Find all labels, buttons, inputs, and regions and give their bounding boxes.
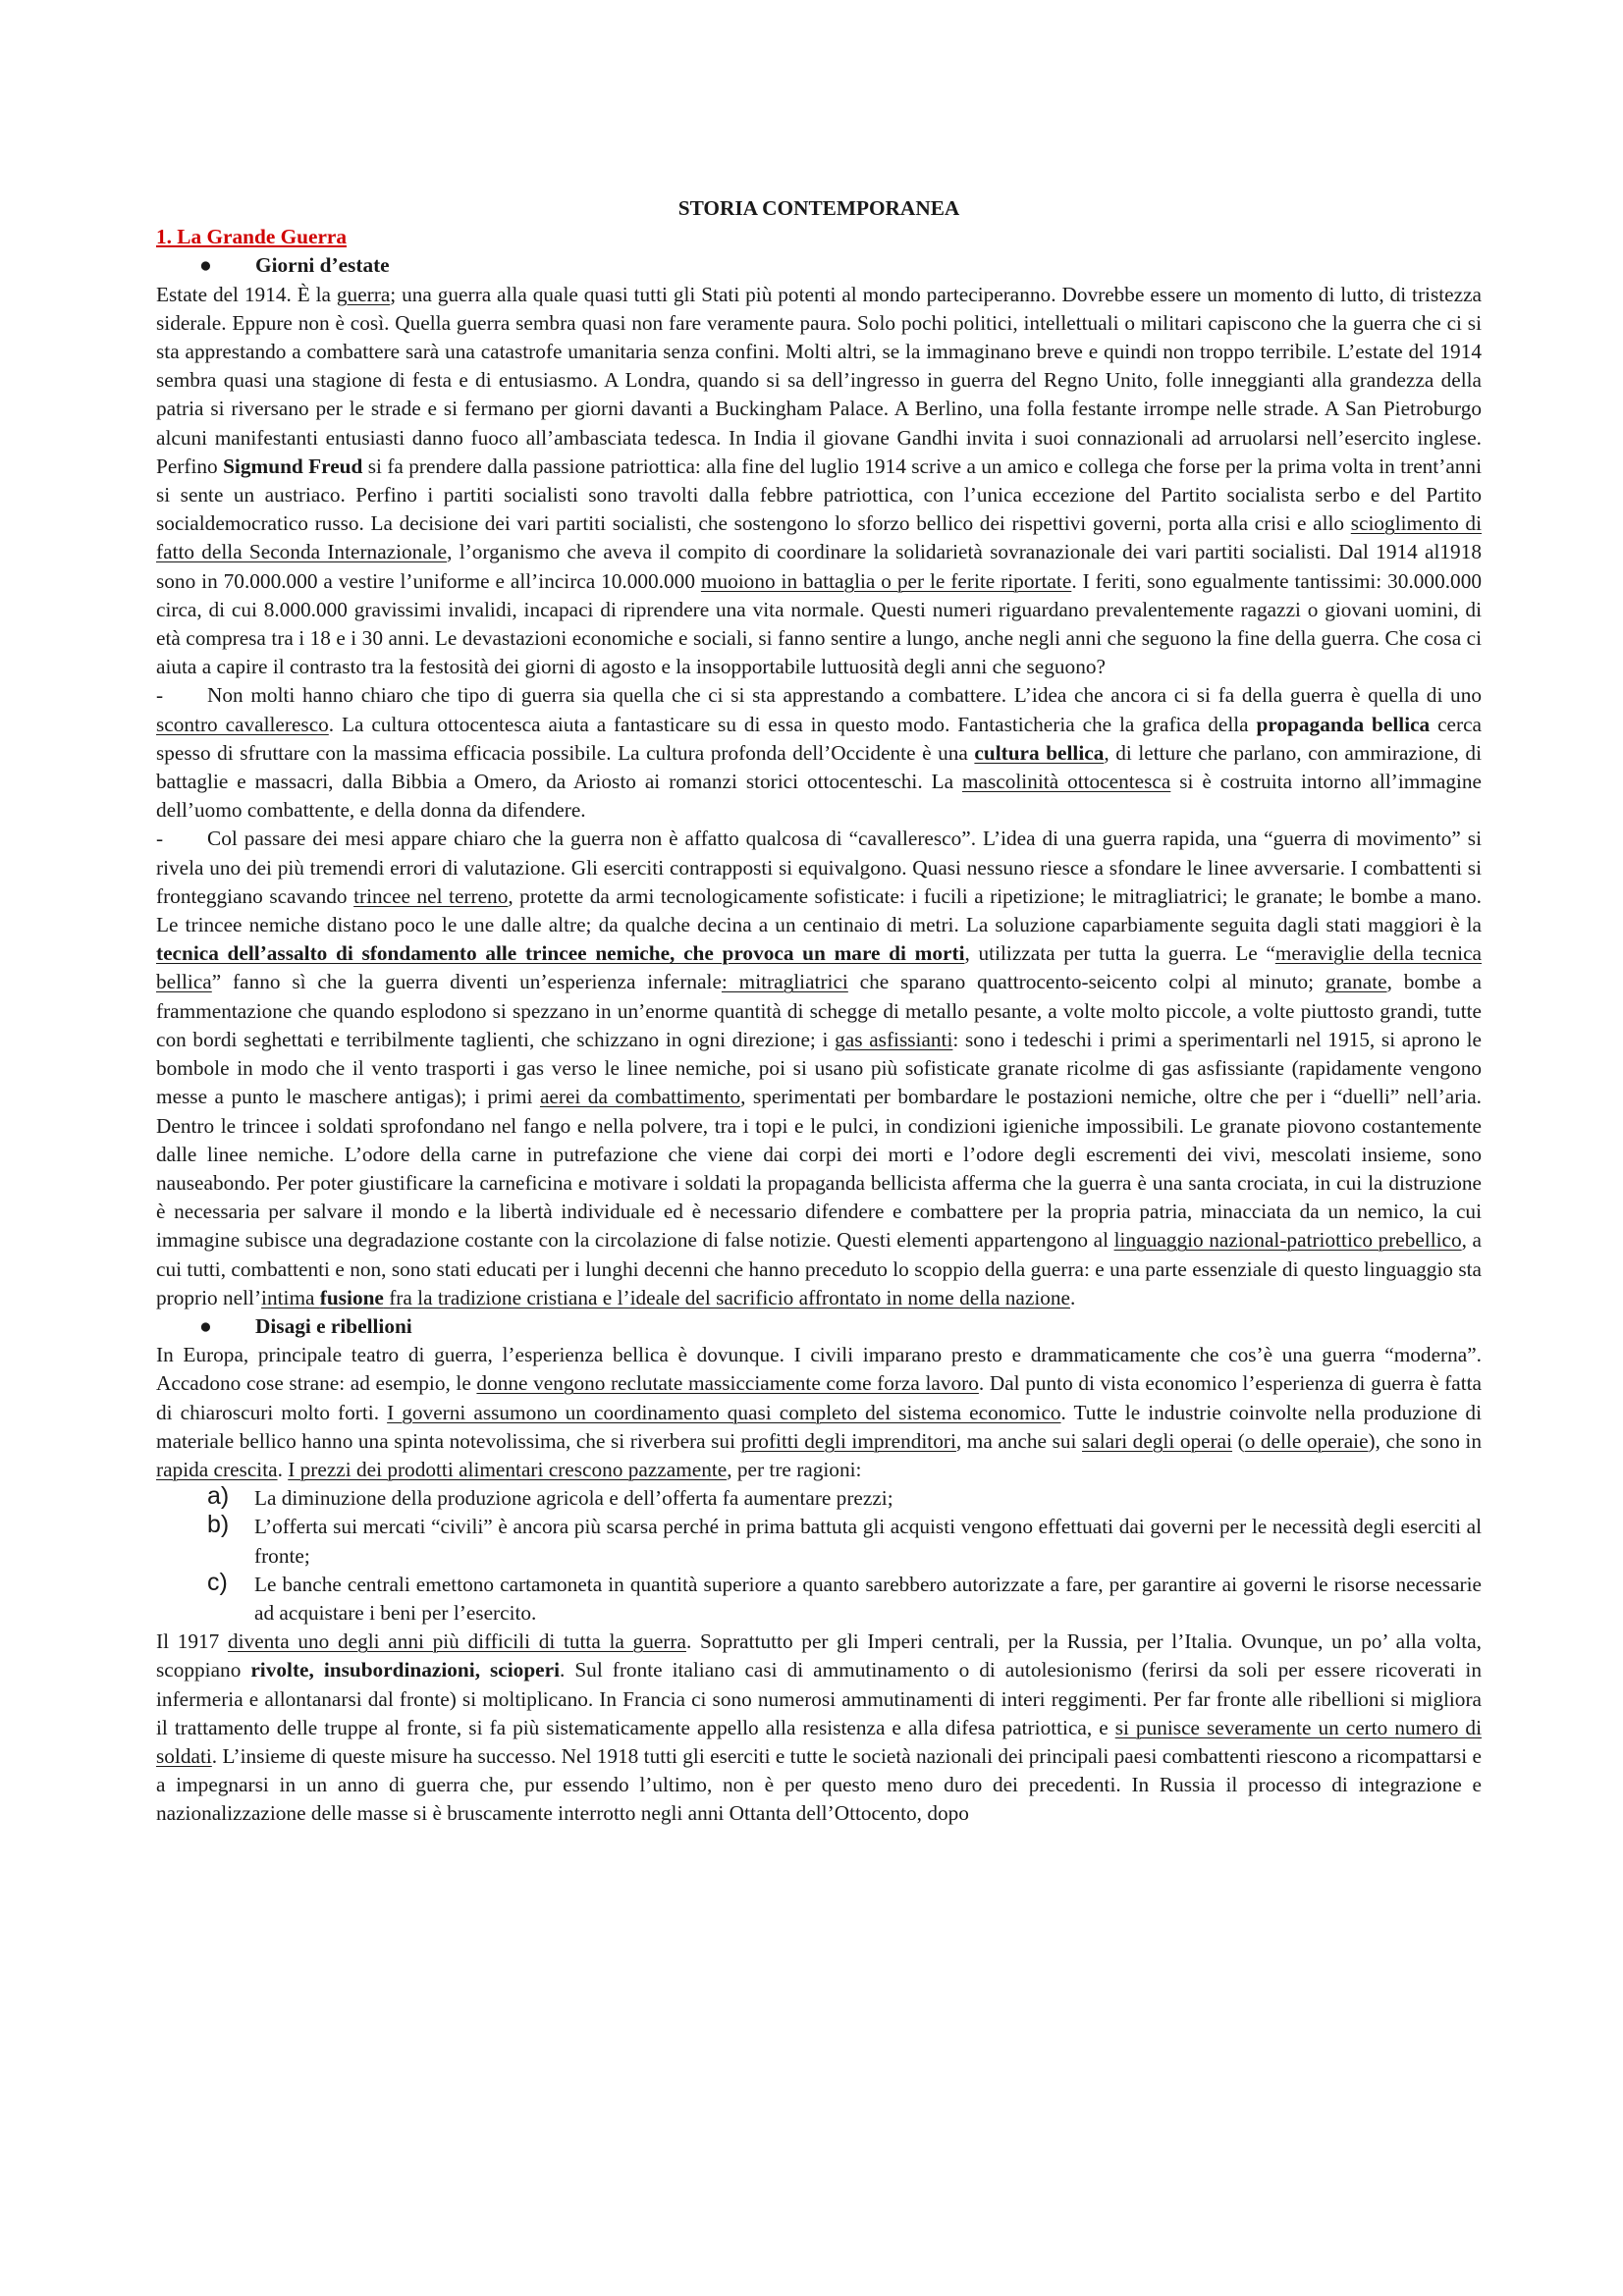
dash-paragraph: - Col passare dei mesi appare chiaro che la guerra non è affatto qualcosa di “cavalleresco”. L’idea di una guerra rapida, una “guerra di movimento” si rivela uno dei più tremendi errori di valutazione. Gli eserciti contrapposti si equivalgono. Quasi nessuno riesce a sfondare le linee avversarie. I combattenti si fronteggiano scavando trincee nel terreno, protette da armi tecnologicamente sofisticate: i fucili a ripetizione; le mitragliatrici; le granate; le bombe a mano. Le trincee nemiche distano poco le une dalle altre; da qualche decina a un centinaio di metri. La soluzione caparbiamente seguita dagli stati maggiori è la tecnica dell’assalto di sfondamento alle trincee nemiche, che provoca un mare di morti, utilizzata per tutta la guerra. Le “meraviglie della tecnica bellica” fanno sì che la guerra diventi un’esperienza infernale: mitragliatrici che sparano quattrocento-seicento colpi al minuto; granate, bombe a frammentazione che quando esplodono si spezzano in un’enorme quantità di schegge di metallo pesante, a volte molto piccole, a volte piuttosto grandi, tutte con bordi seghettati e terribilmente taglienti, che schizzano in ogni direzione; i gas asfissianti: sono i tedeschi i primi a sperimentarli nel 1915, si aprono le bombole in modo che il vento trasporti i gas verso le linee nemiche, poi si usano più sofisticate granate ricolme di gas asfissiante (rapidamente vengono messe a punto le maschere antigas); i primi aerei da combattimento, sperimentati per bombardare le postazioni nemiche, oltre che per i “duelli” nell’aria. Dentro le trincee i soldati sprofondano nel fango e nella polvere, tra i topi e le pulci, in condizioni igieniche impossibili. Le granate piovono costantemente dalle linee nemiche. L’odore della carne in putrefazione che viene dai corpi dei morti e l’odore degli escrementi dei vivi, mescolati insieme, sono nauseabondo. Per poter giustificare la carneficina e motivare i soldati la propaganda bellicista afferma che la guerra è una santa crociata, in cui la distruzione è necessaria per salvare il mondo e la libertà individuale ed è necessario difendere e combattere per la propria patria, minacciata da un nemico, la cui immagine subisce una degradazione costante con la circolazione di false notizie. Questi elementi appartengono al linguaggio nazional-patriottico prebellico, a cui tutti, combattenti e non, sono stati educati per i lunghi decenni che hanno preceduto lo scoppio della guerra: e una parte essenziale di questo linguaggio sta proprio nell’intima fusione fra la tradizione cristiana e l’ideale del sacrificio affrontato in nome della nazione.: [156, 827, 1483, 1309]
dash-paragraph: - Non molti hanno chiaro che tipo di guerra sia quella che ci si sta apprestando a combattere. L’idea che ancora ci si fa della guerra è quella di uno scontro cavalleresco. La cultura ottocentesca aiuta a fantasticare su di essa in questo modo. Fantasticheria che la grafica della propaganda bellica cerca spesso di sfruttare con la massima efficacia possibile. La cultura profonda dell’Occidente è una cultura bellica, di letture che parlano, con ammirazione, di battaglie e massacri, dalla Bibbia a Omero, da Ariosto ai romanzi storici ottocenteschi. La mascolinità ottocentesca si è costruita intorno all’immagine dell’uomo combattente, e della donna da difendere.: [156, 683, 1483, 823]
paragraph: In Europa, principale teatro di guerra, l’esperienza bellica è dovunque. I civili imparano presto e drammaticamente che cos’è una guerra “moderna”. Accadono cose strane: ad esempio, le donne vengono reclutate massicciamente come forza lavoro. Dal punto di vista economico l’esperienza di guerra è fatta di chiaroscuri molto forti. I governi assumono un coordinamento quasi completo del sistema economico. Tutte le industrie coinvolte nella produzione di materiale bellico hanno una spinta notevolissima, che si riverbera sui profitti degli imprenditori, ma anche sui salari degli operai (o delle operaie), che sono in rapida crescita. I prezzi dei prodotti alimentari crescono pazzamente, per tre ragioni:: [156, 1343, 1482, 1481]
paragraph: Il 1917 diventa uno degli anni più difficili di tutta la guerra. Soprattutto per gli Imperi centrali, per la Russia, per l’Italia. Ovunque, un po’ alla volta, scoppiano rivolte, insubordinazioni, scioperi. Sul fronte italiano casi di ammutinamento o di autolesionismo (ferirsi da soli per essere ricoverati in infermeria e allontanarsi dal fronte) si moltiplicano. In Francia ci sono numerosi ammutinamenti di interi reggimenti. Per far fronte alle ribellioni si migliora il trattamento delle truppe al fronte, si fa più sistematicamente appello alla resistenza e alla difesa patriottica, e si punisce severamente un certo numero di soldati. L’insieme di queste misure ha successo. Nel 1918 tutti gli eserciti e tutte le società nazionali dei principali paesi combattenti riescono a ricompattarsi e a impegnarsi in un anno di guerra che, pur essendo l’ultimo, non è per questo meno duro dei precedenti. In Russia il processo di integrazione e nazionalizzazione delle masse si è bruscamente interrotto negli anni Ottanta dell’Ottocento, dopo: [156, 1629, 1482, 1826]
dash-marker: -: [156, 683, 164, 708]
paragraph: Estate del 1914. È la guerra; una guerra alla quale quasi tutti gli Stati più potenti al mondo parteciperanno. Dovrebbe essere un momento di lutto, di tristezza siderale. Eppure non è così. Quella guerra sembra quasi non fare veramente paura. Solo pochi politici, intellettuali o militari capiscono che la guerra che ci si sta apprestando a combattere sarà una catastrofe umanitaria senza confini. Molti altri, se la immaginano breve e quindi non troppo terribile. L’estate del 1914 sembra quasi una stagione di festa e di entusiasmo. A Londra, quando si sa dell’ingresso in guerra del Regno Unito, folle inneggianti alla grandezza della patria si riversano per le strade e si fermano per giorni davanti a Buckingham Palace. A Berlino, una folla festante irrompe nelle strade. A San Pietroburgo alcuni manifestanti entusiasti danno fuoco all’ambasciata tedesca. In India il giovane Gandhi invita i suoi connazionali ad arruolarsi nell’esercito inglese. Perfino Sigmund Freud si fa prendere dalla passione patriottica: alla fine del luglio 1914 scrive a un amico e collega che forse per la prima volta in trent’anni si sente un austriaco. Perfino i partiti socialisti sono travolti dalla febbre patriottica, con l’unica eccezione del Partito socialista serbo e del Partito socialdemocratico russo. La decisione dei vari partiti socialisti, che sostengono lo sforzo bellico dei rispettivi governi, porta alla crisi e allo scioglimento di fatto della Seconda Internazionale, l’organismo che aveva il compito di coordinare la solidarietà sovranazionale dei vari partiti socialisti. Dal 1914 al1918 sono in 70.000.000 a vestire l’uniforme e all’incirca 10.000.000 muoiono in battaglia o per le ferite riportate. I feriti, sono egualmente tantissimi: 30.000.000 circa, di cui 8.000.000 gravissimi invalidi, incapaci di riprendere una vita normale. Questi numeri riguardano prevalentemente ragazzi o giovani uomini, di età compresa tra i 18 e i 30 anni. Le devastazioni economiche e sociali, si fanno sentire a lungo, anche negli anni che seguono la fine della guerra. Che cosa ci aiuta a capire il contrasto tra la festosità dei giorni di agosto e la insopportabile luttuosità degli anni che seguono?: [156, 282, 1483, 679]
list-item: c) Le banche centrali emettono cartamoneta in quantità superiore a quanto sarebbero autorizzate a fare, per garantire ai governi le risorse necessarie ad acquistare i beni per l’esercito.: [207, 1568, 1482, 1625]
chapter-heading: 1. La Grande Guerra: [156, 225, 348, 249]
document-page: [156, 194, 1482, 1829]
list-marker: b): [207, 1511, 230, 1539]
section-heading-disagi: [156, 1312, 1482, 1341]
document-title: STORIA CONTEMPORANEA: [677, 196, 960, 220]
list-item: a) La diminuzione della produzione agricola e dell’offerta fa aumentare prezzi;: [207, 1482, 893, 1511]
list-marker: a): [207, 1482, 230, 1511]
dash-marker: -: [156, 827, 164, 851]
section-title: Disagi e ribellioni: [255, 1313, 412, 1338]
list-item: b) L’offerta sui mercati “civili” è ancora più scarsa perché in prima battuta gli acquisti vengono effettuati dai governi per le necessità degli eserciti al fronte;: [207, 1511, 1482, 1568]
reasons-list: [156, 1484, 1482, 1628]
section-title: Giorni d’estate: [255, 253, 390, 278]
bullet-icon: ●: [199, 253, 212, 278]
list-marker: c): [207, 1568, 228, 1596]
section-heading-giorni: [156, 251, 1482, 280]
bullet-icon: ●: [199, 1313, 212, 1338]
